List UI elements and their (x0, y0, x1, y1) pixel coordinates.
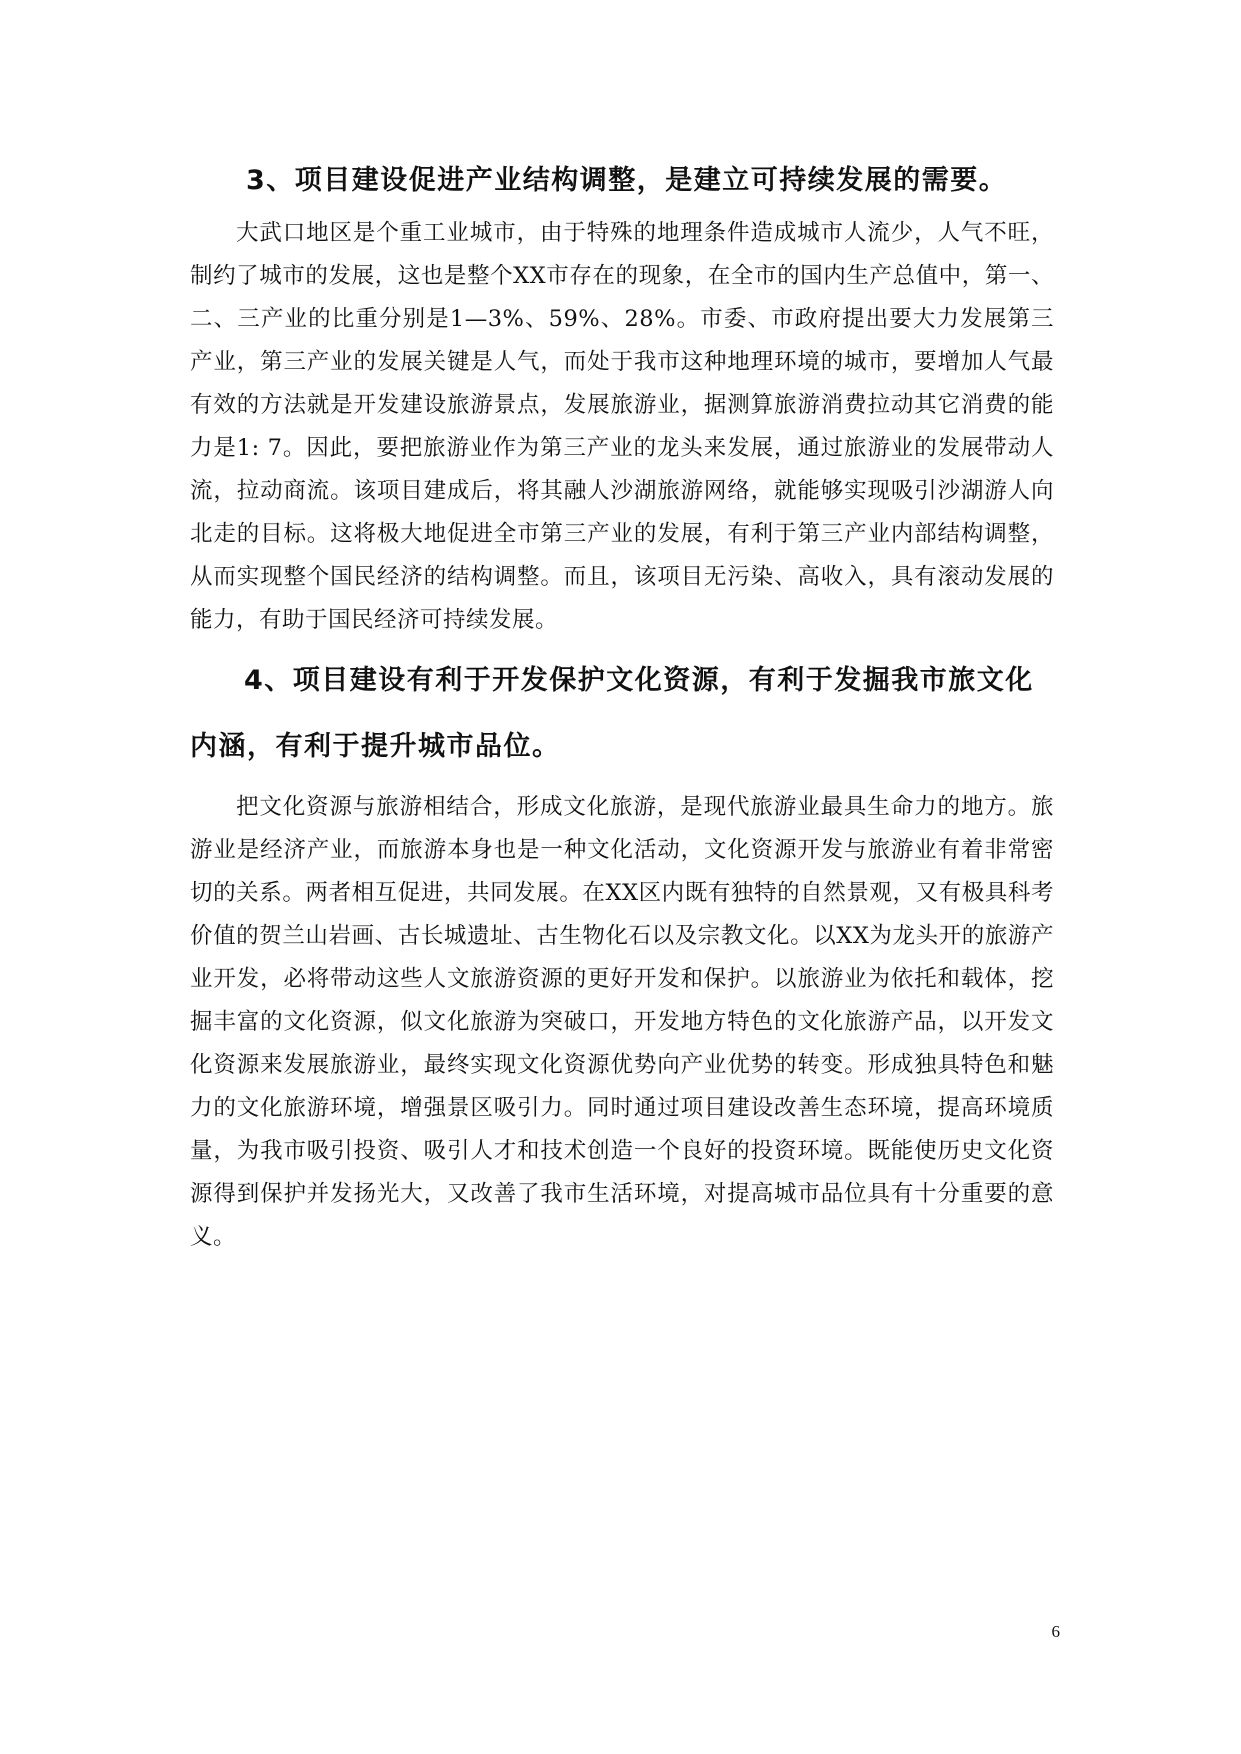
section-4-paragraph: 把文化资源与旅游相结合，形成文化旅游，是现代旅游业最具生命力的地方。旅游业是经济产业，而旅游本身也是一种文化活动，文化资源开发与旅游业有着非常密切的关系。两者相互促进，共同发展。在XX区内既有独特的自然景观，又有极具科考价值的贺兰山岩画、古长城遗址、古生物化石以及宗教文化。以XX为龙头开的旅游产业开发，必将带动这些人文旅游资源的更好开发和保护。以旅游业为依托和载体，挖掘丰富的文化资源，似文化旅游为突破口，开发地方特色的文化旅游产品，以开发文化资源来发展旅游业，最终实现文化资源优势向产业优势的转变。形成独具特色和魅力的文化旅游环境，增强景区吸引力。同时通过项目建设改善生态环境，提高环境质量，为我市吸引投资、吸引人才和技术创造一个良好的投资环境。既能使历史文化资源得到保护并发扬光大，又改善了我市生活环境，对提高城市品位具有十分重要的意义。 (190, 794, 1054, 1250)
page-number: 6 (1051, 1622, 1060, 1641)
section-3-heading: 3、项目建设促进产业结构调整，是建立可持续发展的需要。 (246, 165, 1008, 196)
page-content (190, 150, 1054, 1259)
section-4-heading: 4、项目建设有利于开发保护文化资源，有利于发掘我市旅文化内涵，有利于提升城市品位。 (190, 665, 1034, 762)
section-3-paragraph: 大武口地区是个重工业城市，由于特殊的地理条件造成城市人流少，人气不旺，制约了城市的发展，这也是整个XX市存在的现象，在全市的国内生产总值中，第一、二、三产业的比重分别是1—3%、59%、28%。市委、市政府提出要大力发展第三产业，第三产业的发展关键是人气，而处于我市这种地理环境的城市，要增加人气最有效的方法就是开发建设旅游景点，发展旅游业，据测算旅游消费拉动其它消费的能力是1: 7。因此，要把旅游业作为第三产业的龙头来发展，通过旅游业的发展带动人流，拉动商流。该项目建成后，将其融人沙湖旅游网络，就能够实现吸引沙湖游人向北走的目标。这将极大地促进全市第三产业的发展，有利于第三产业内部结构调整，从而实现整个国民经济的结构调整。而且，该项目无污染、高收入，具有滚动发展的能力，有助于国民经济可持续发展。 (190, 220, 1054, 633)
